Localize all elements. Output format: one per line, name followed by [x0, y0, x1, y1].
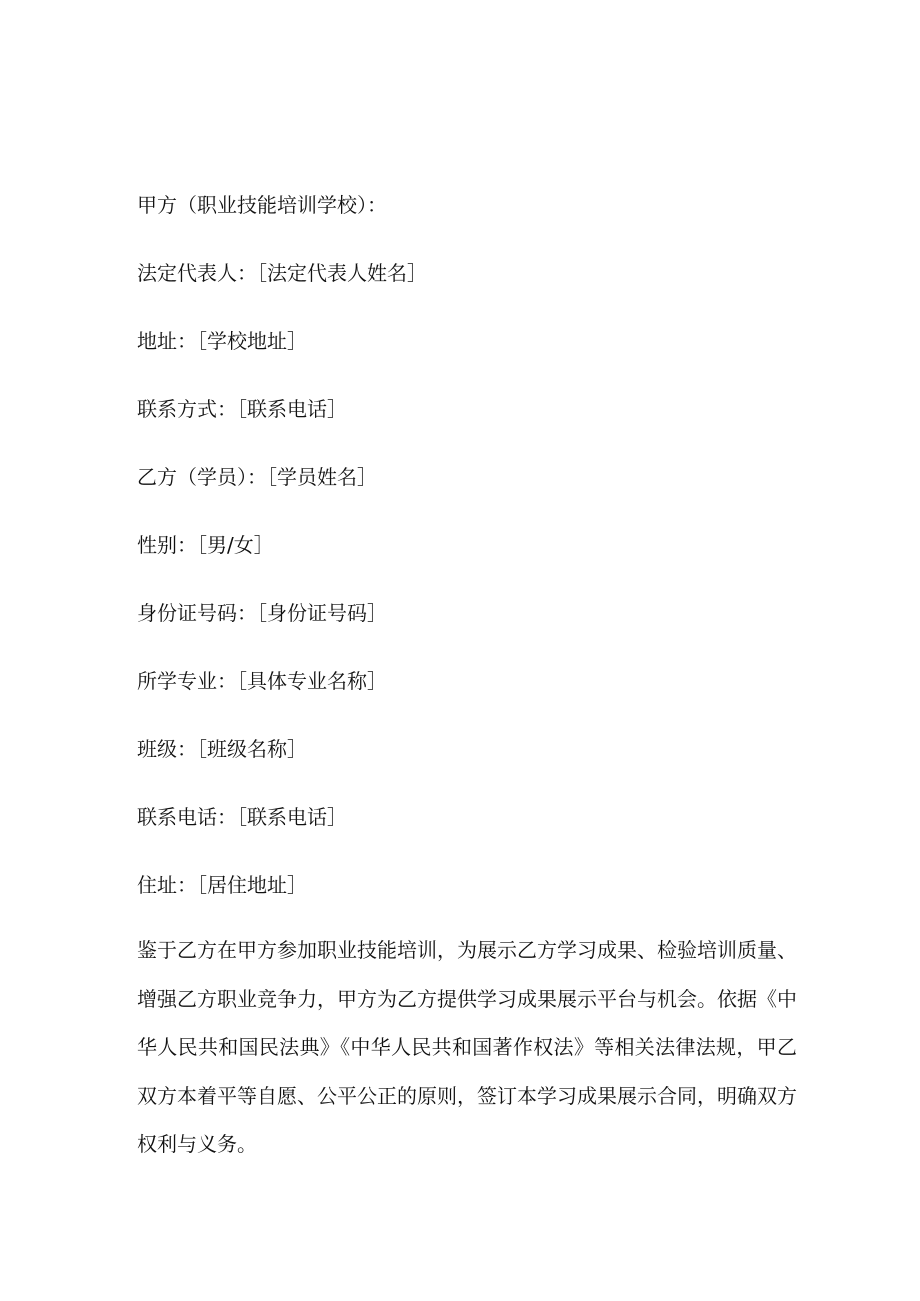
- party-a-address: 地址：［学校地址］: [137, 329, 307, 353]
- party-b-phone: 联系电话：［联系电话］: [137, 805, 347, 829]
- party-a-heading: 甲方（职业技能培训学校）：: [137, 193, 387, 217]
- contract-document: [137, 188, 797, 1189]
- party-a-contact: 联系方式：［联系电话］: [137, 397, 347, 421]
- party-b-heading: 乙方（学员）：［学员姓名］: [137, 465, 377, 489]
- party-b-major: 所学专业：［具体专业名称］: [137, 669, 387, 693]
- party-b-class: 班级：［班级名称］: [137, 737, 307, 761]
- party-a-representative: 法定代表人：［法定代表人姓名］: [137, 261, 427, 285]
- intro-paragraph: 鉴于乙方在甲方参加职业技能培训，为展示乙方学习成果、检验培训质量、增强乙方职业竞争力，甲方为乙方提供学习成果展示平台与机会。依据《中华人民共和国民法典》《中华人民共和国著作权法》等相关法律法规，甲乙双方本着平等自愿、公平公正的原则，签订本学习成果展示合同，明确双方权利与义务。: [137, 938, 797, 1156]
- party-b-residence: 住址：［居住地址］: [137, 873, 307, 897]
- party-b-gender: 性别：［男/女］: [137, 533, 274, 557]
- party-b-id-number: 身份证号码：［身份证号码］: [137, 601, 387, 625]
